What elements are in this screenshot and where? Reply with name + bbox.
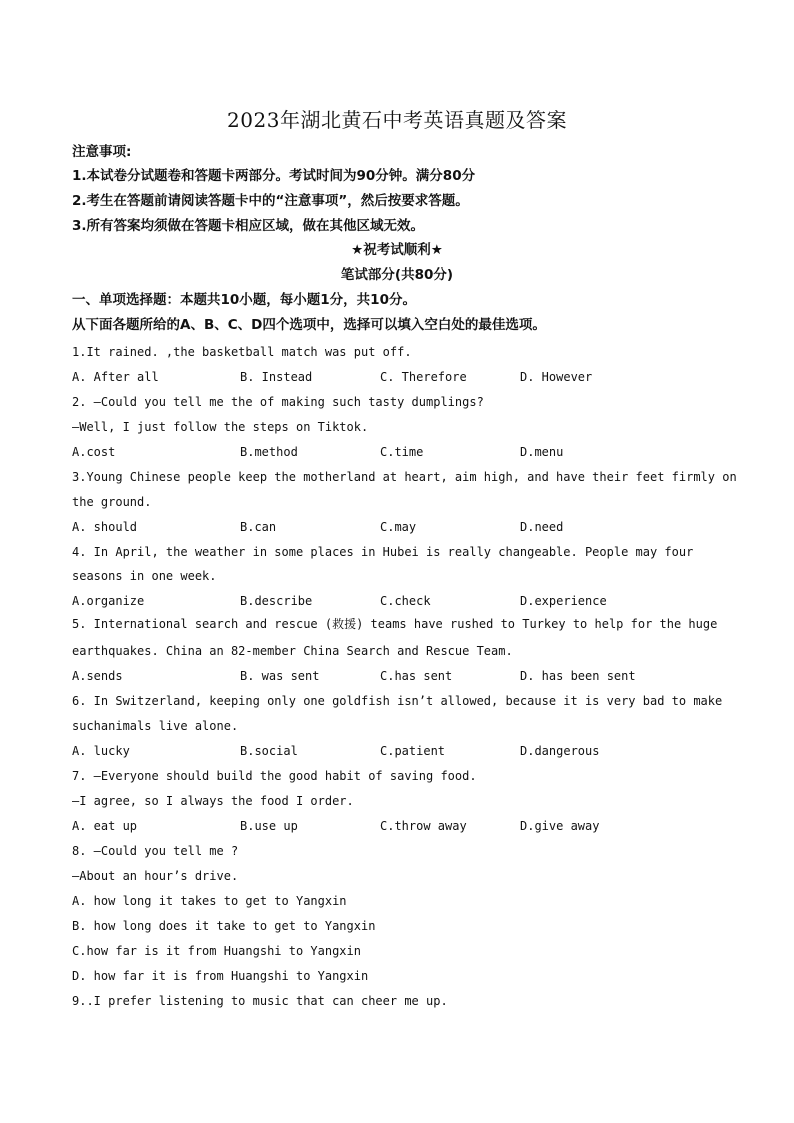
notice-item-2: 2.考生在答题前请阅读答题卡中的“注意事项”，然后按要求答题。: [72, 193, 469, 209]
notice-item-3: 3.所有答案均须做在答题卡相应区域，做在其他区域无效。: [72, 218, 425, 234]
question-8-option-d: D. how far it is from Huangshi to Yangxin: [72, 969, 369, 983]
question-7-text: 7. —Everyone should build the good habit of saving food.: [72, 769, 477, 783]
question-2-option-c: C.time: [380, 445, 424, 459]
question-1-option-b: B. Instead: [240, 370, 313, 384]
question-4-option-b: B.describe: [240, 594, 313, 608]
question-2-text: 2. —Could you tell me the of making such tasty dumplings?: [72, 395, 484, 409]
question-6-text-2: suchanimals live alone.: [72, 719, 239, 733]
question-8-option-b: B. how long does it take to get to Yangxin: [72, 919, 376, 933]
question-5-option-b: B. was sent: [240, 669, 320, 683]
question-4-option-c: C.check: [380, 594, 431, 608]
question-6-option-a: A. lucky: [72, 744, 130, 758]
question-2-option-a: A.cost: [72, 445, 116, 459]
question-8-text-2: —About an hour’s drive.: [72, 869, 239, 883]
question-3-option-a: A. should: [72, 520, 138, 534]
question-3-option-b: B.can: [240, 520, 277, 534]
question-9-text: 9..I prefer listening to music that can cheer me up.: [72, 994, 448, 1008]
question-6-option-b: B.social: [240, 744, 298, 758]
question-1-option-c: C. Therefore: [380, 370, 467, 384]
question-4-text-2: seasons in one week.: [72, 569, 217, 583]
part-heading: 一、单项选择题：本题共10小题，每小题1分，共10分。: [72, 292, 416, 308]
question-7-text-2: —I agree, so I always the food I order.: [72, 794, 354, 808]
question-3-text-2: the ground.: [72, 495, 152, 509]
question-1-text: 1.It rained. ,the basketball match was put off.: [72, 345, 412, 359]
question-6-option-c: C.patient: [380, 744, 446, 758]
question-3-option-d: D.need: [520, 520, 564, 534]
question-6-option-d: D.dangerous: [520, 744, 600, 758]
question-2-text-2: —Well, I just follow the steps on Tiktok.: [72, 420, 369, 434]
notice-heading: 注意事项:: [72, 144, 132, 160]
question-5-option-a: A.sends: [72, 669, 123, 683]
question-8-text: 8. —Could you tell me ?: [72, 844, 239, 858]
question-5-option-c: C.has sent: [380, 669, 453, 683]
question-5-text: 5. International search and rescue (救援) teams have rushed to Turkey to help for the huge: [72, 617, 718, 631]
part-instruction: 从下面各题所给的A、B、C、D四个选项中，选择可以填入空白处的最佳选项。: [72, 317, 546, 333]
question-4-text: 4. In April, the weather in some places in Hubei is really changeable. People may four: [72, 545, 694, 559]
question-3-option-c: C.may: [380, 520, 417, 534]
question-7-option-b: B.use up: [240, 819, 298, 833]
question-4-option-a: A.organize: [72, 594, 145, 608]
question-6-text: 6. In Switzerland, keeping only one goldfish isn’t allowed, because it is very bad to make: [72, 694, 723, 708]
question-5-option-d: D. has been sent: [520, 669, 636, 683]
question-1-option-a: A. After all: [72, 370, 159, 384]
question-5-text-2: earthquakes. China an 82-member China Search and Rescue Team.: [72, 644, 513, 658]
question-4-option-d: D.experience: [520, 594, 607, 608]
question-3-text: 3.Young Chinese people keep the motherland at heart, aim high, and have their feet firmly on: [72, 470, 737, 484]
page-title: 2023年湖北黄石中考英语真题及答案: [227, 108, 567, 132]
notice-item-1: 1.本试卷分试题卷和答题卡两部分。考试时间为90分钟。满分80分: [72, 168, 476, 184]
question-8-option-a: A. how long it takes to get to Yangxin: [72, 894, 347, 908]
question-7-option-a: A. eat up: [72, 819, 138, 833]
question-7-option-d: D.give away: [520, 819, 600, 833]
question-2-option-d: D.menu: [520, 445, 564, 459]
good-luck-line: ★祝考试顺利★: [351, 242, 443, 258]
question-8-option-c: C.how far is it from Huangshi to Yangxin: [72, 944, 361, 958]
question-1-option-d: D. However: [520, 370, 593, 384]
question-7-option-c: C.throw away: [380, 819, 467, 833]
section-heading: 笔试部分(共80分): [340, 267, 454, 283]
question-2-option-b: B.method: [240, 445, 298, 459]
